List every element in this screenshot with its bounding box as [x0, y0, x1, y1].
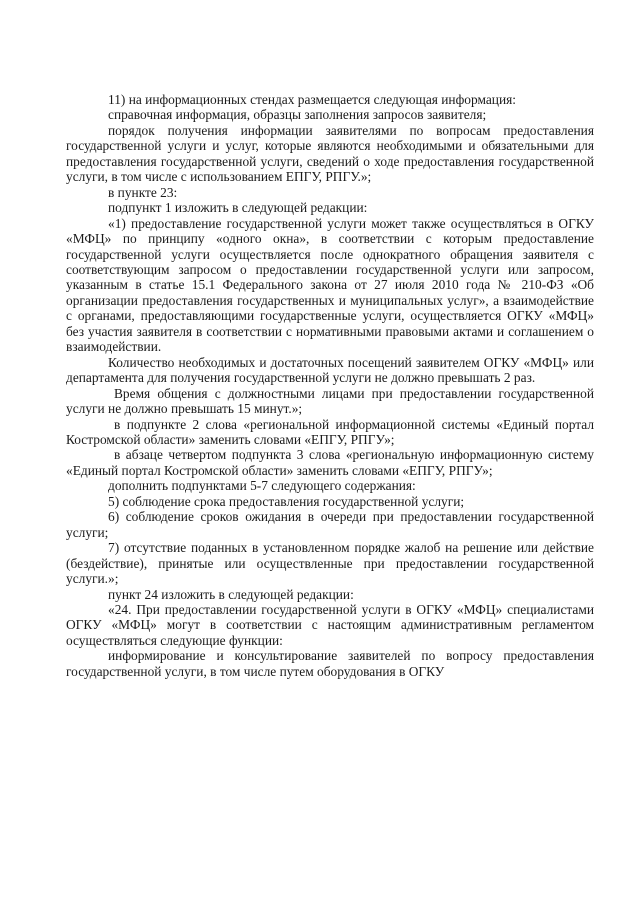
paragraph-item-11: 11) на информационных стендах размещается следующая информация: — [108, 92, 517, 107]
paragraph-clause-24-text: «24. При предоставлении государственной услуги в ОГКУ «МФЦ» специалистами ОГКУ «МФЦ» могут в соответствии с настоящим административным регламентом осуществляться следующие функции: — [66, 601, 594, 648]
paragraph-subclause-3: в абзаце четвертом подпункта 3 слова «региональную информационную систему «Единый портал Костромской области» заменить словами «ЕПГУ, РПГУ»; — [66, 447, 594, 478]
paragraph-subclause-1-intro: подпункт 1 изложить в следующей редакции: — [108, 200, 368, 216]
paragraph-visits-count: Количество необходимых и достаточных посещений заявителем ОГКУ «МФЦ» или департамента для получения государственной услуги не должно превышать 2 раз. — [66, 354, 594, 386]
paragraph-subclause-1-text: «1) предоставление государственной услуги может также осуществляться в ОГКУ «МФЦ» по принципу «одного окна», в соответствии с которым предоставление государственной услуги осуществляется после однократного обращения заявителя с соответствующим запросом о предоставлении государственной услуги или запросом, указанным в статье 15.1 Федерального закона от 27 июля 2010 года № 210-ФЗ «Об организации предоставления государственных и муниципальных услуг», а взаимодействие с органами, предоставляющими государственные услуги, осуществляется ОГКУ «МФЦ» без участия заявителя в соответствии с нормативными правовыми актами и соглашением о взаимодействии. — [66, 215, 594, 355]
document-body — [66, 92, 594, 679]
paragraph-info-procedure: порядок получения информации заявителями по вопросам предоставления государственной услуги и услуг, которые являются необходимыми и обязательными для предоставления государственной услуги, сведений о ходе предоставления государственной услуги, в том числе с использованием ЕПГУ, РПГУ.»; — [66, 122, 594, 185]
paragraph-item-5: 5) соблюдение срока предоставления государственной услуги; — [108, 493, 465, 509]
paragraph-clause-24-intro: пункт 24 изложить в следующей редакции: — [108, 586, 354, 602]
paragraph-add-subclauses: дополнить подпунктами 5-7 следующего содержания: — [108, 478, 416, 494]
paragraph-clause-23: в пункте 23: — [108, 184, 178, 200]
paragraph-contact-time: Время общения с должностными лицами при предоставлении государственной услуги не должно превышать 15 минут.»; — [66, 385, 594, 417]
paragraph-reference-info: справочная информация, образцы заполнения запросов заявителя; — [108, 107, 487, 123]
paragraph-informing: информирование и консультирование заявителей по вопросу предоставления государственной услуги, в том числе путем оборудования в ОГКУ — [66, 648, 594, 679]
paragraph-item-6: 6) соблюдение сроков ожидания в очереди при предоставлении государственной услуги; — [66, 509, 594, 540]
paragraph-subclause-2: в подпункте 2 слова «региональной информационной системы «Единый портал Костромской области» заменить словами «ЕПГУ, РПГУ»; — [66, 416, 594, 447]
paragraph-item-7: 7) отсутствие поданных в установленном порядке жалоб на решение или действие (бездействие), принятые или осуществленные при предоставлении государственной услуги.»; — [66, 540, 594, 587]
